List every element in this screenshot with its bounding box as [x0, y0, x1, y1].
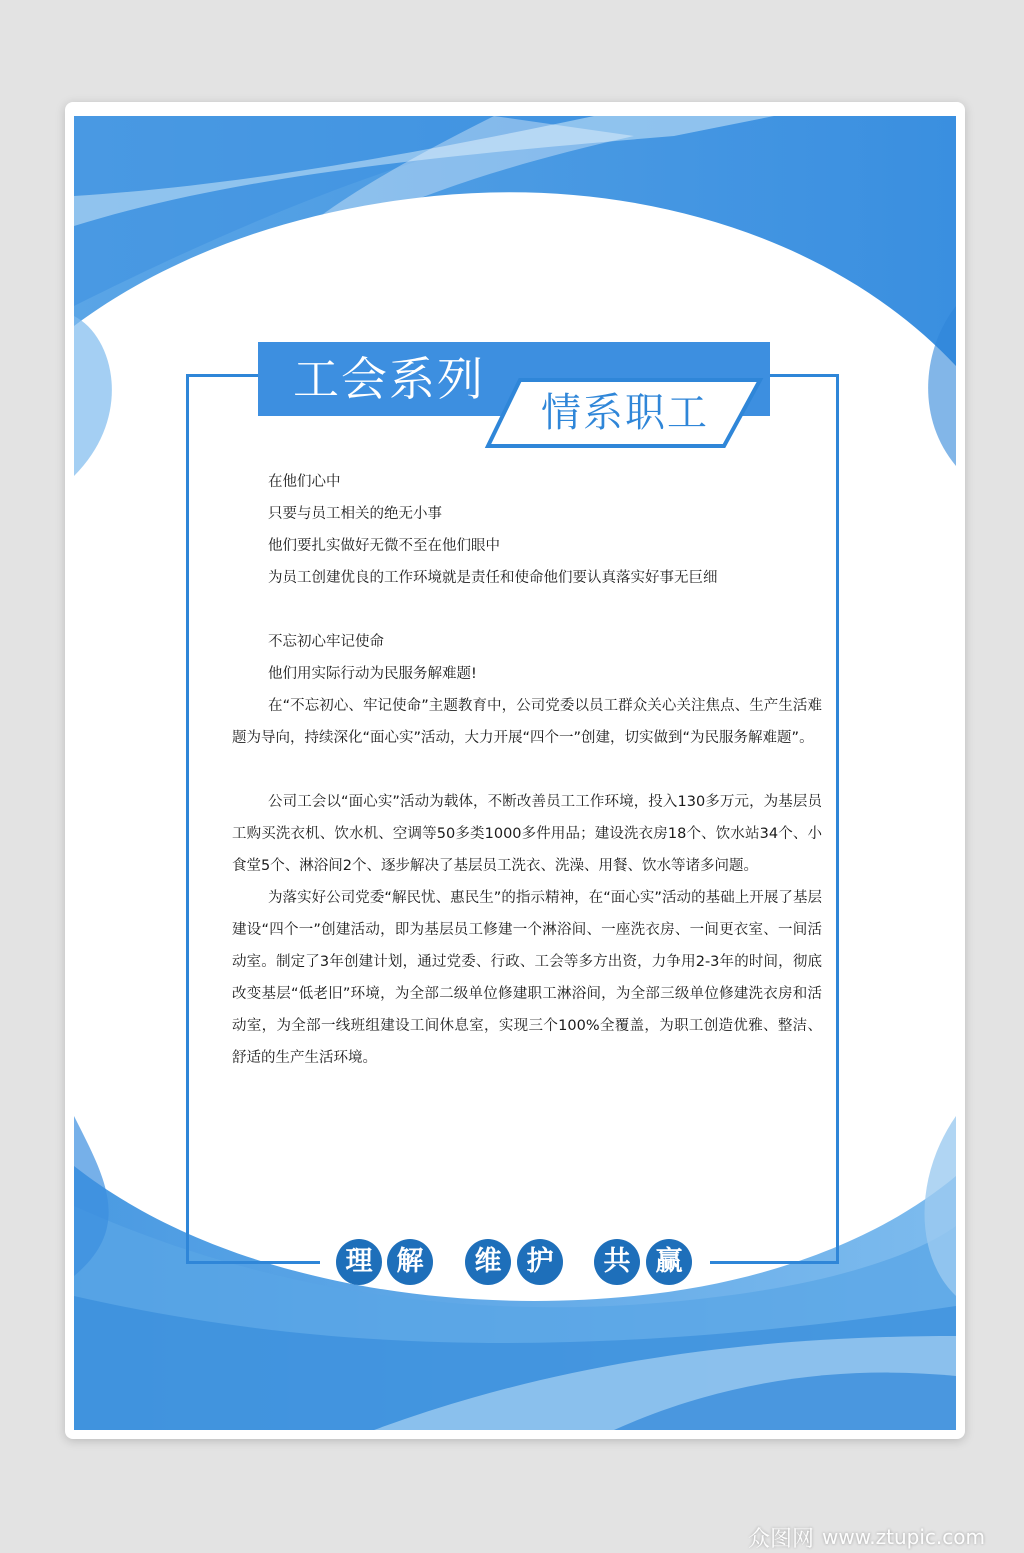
- frame-top-left: [186, 374, 262, 377]
- body-paragraph: 在“不忘初心、牢记使命”主题教育中，公司党委以员工群众关心关注焦点、生产生活难题为导向，持续深化“面心实”活动，大力开展“四个一”创建，切实做到“为民服务解难题”。: [232, 698, 822, 746]
- poster-body: [232, 466, 822, 1074]
- body-line: 他们用实际行动为民服务解难题!: [268, 666, 477, 682]
- spacer: [232, 754, 822, 786]
- body-paragraph: 为落实好公司党委“解民忧、惠民生”的指示精神，在“面心实”活动的基础上开展了基层建设“四个一”创建活动，即为基层员工修建一个淋浴间、一座洗衣房、一间更衣室、一间活动室。制定了3年创建计划，通过党委、行政、工会等多方出资，力争用2-3年的时间，彻底改变基层“低老旧”环境，为全部二级单位修建职工淋浴间，为全部三级单位修建洗衣房和活动室，为全部一线班组建设工间休息室，实现三个100%全覆盖，为职工创造优雅、整洁、舒适的生产生活环境。: [232, 890, 822, 1066]
- slogan-char: 赢: [646, 1239, 692, 1285]
- watermark: [748, 1522, 985, 1552]
- watermark-logo: 众图网: [748, 1526, 815, 1552]
- slogan-char: 维: [465, 1239, 511, 1285]
- spacer: [232, 594, 822, 626]
- body-line: 为员工创建优良的工作环境就是责任和使命他们要认真落实好事无巨细: [268, 570, 718, 586]
- title-sub: 情系职工: [541, 390, 709, 436]
- watermark-url: www.ztupic.com: [822, 1525, 985, 1549]
- body-paragraph: 公司工会以“面心实”活动为载体，不断改善员工工作环境，投入130多万元，为基层员工购买洗衣机、饮水机、空调等50多类1000多件用品；建设洗衣房18个、饮水站34个、小食堂5个、淋浴间2个、逐步解决了基层员工洗衣、洗澡、用餐、饮水等诸多问题。: [232, 794, 822, 874]
- slogan-char: 护: [517, 1239, 563, 1285]
- body-line: 不忘初心牢记使命: [268, 634, 384, 650]
- slogan-char: 共: [594, 1239, 640, 1285]
- body-line: 在他们心中: [268, 474, 341, 490]
- body-line: 只要与员工相关的绝无小事: [268, 506, 442, 522]
- slogan-char: 解: [387, 1239, 433, 1285]
- title-main: 工会系列: [293, 352, 485, 406]
- slogan-char: 理: [336, 1239, 382, 1285]
- body-line: 他们要扎实做好无微不至在他们眼中: [268, 538, 500, 554]
